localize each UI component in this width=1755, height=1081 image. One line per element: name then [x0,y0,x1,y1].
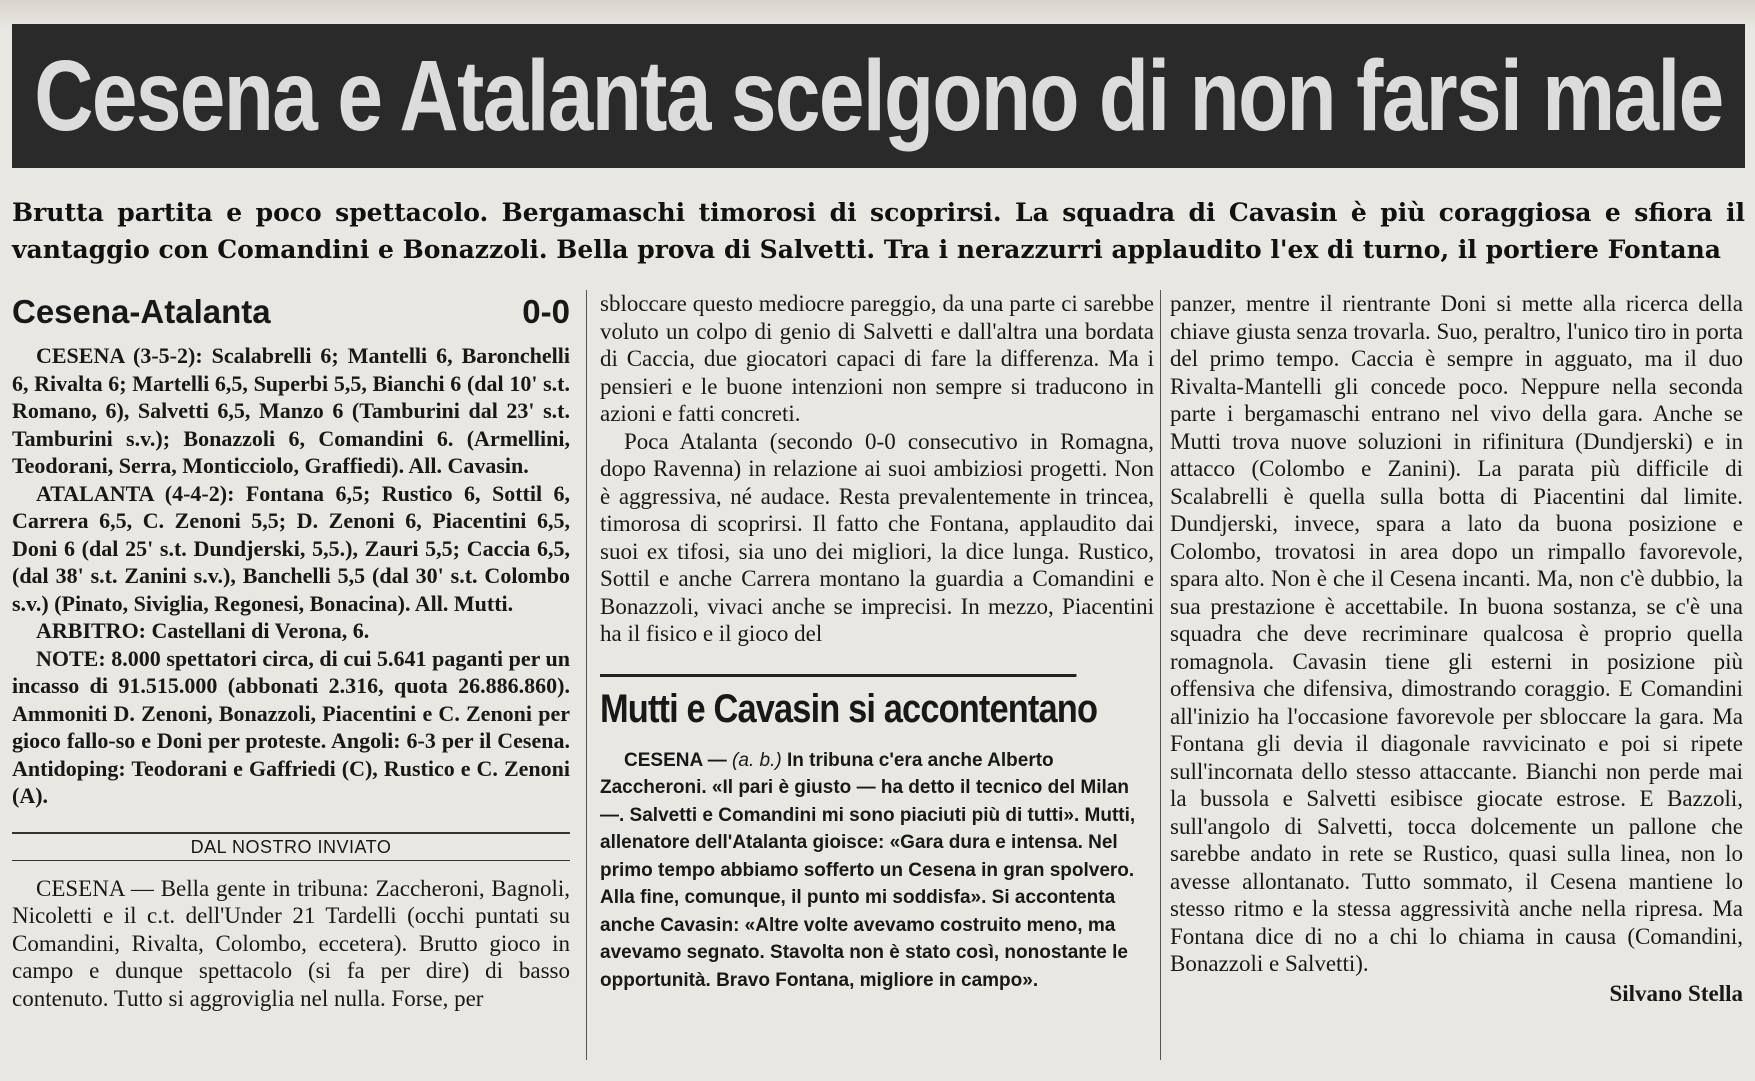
column-1 [12,290,570,1012]
body-paragraph: sbloccare questo mediocre pareggio, da una parte ci sarebbe voluto un colpo di genio di Salvetti e dall'altra una bordata di Caccia, due giocatori capaci di fare la differenza. Ma i pensieri e le buone intenzioni non sempre si traducono in azioni e fatti concreti. [600,291,1154,426]
byline: Silvano Stella [1609,980,1743,1006]
lead-paragraph: Brutta partita e poco spettacolo. Bergamaschi timorosi di scoprirsi. La squadra di Cavasin è più coraggiosa e sfiora il vantaggio con Comandini e Bonazzoli. Bella prova di Salvetti. Tra i nerazzurri applaudito l'ex di turno, il portiere Fontana [12,198,1745,264]
lineup-atalanta: ATALANTA (4-4-2): Fontana 6,5; Rustico 6, Sottil 6, Carrera 6,5, C. Zenoni 5,5; D. Zenoni 6, Piacentini 6,5, Doni 6 (dal 25' s.t. Dundjerski, 5,5.), Zauri 5,5; Caccia 6,5, (dal 38' s.t. Zanini s.v.), Banchelli 5,5 (dal 30' s.t. Colombo s.v.) (Pinato, Siviglia, Regonesi, Bonacina). All. Mutti. [12,480,570,616]
column-divider [586,290,587,1060]
match-notes: NOTE: 8.000 spettatori circa, di cui 5.641 paganti per un incasso di 91.515.000 (abbonati 2.316, quota 26.886.860). Ammoniti D. Zenoni, Bonazzoli, Piacentini e C. Zenoni per gioco fallo-so e Doni per proteste. Angoli: 6-3 per il Cesena. Antidoping: Teodorani e Gaffriedi (C), Rustico e C. Zenoni (A). [12,645,570,808]
referee: ARBITRO: Castellani di Verona, 6. [36,618,370,643]
body-paragraph: Poca Atalanta (secondo 0-0 consecutivo in Romagna, dopo Ravenna) in relazione ai suoi ambiziosi progetti. Non è aggressiva, né audace. Resta prevalentemente in trincea, timorosa di scoprirsi. Il fatto che Fontana, applaudito dai suoi ex tifosi, sia uno dei migliori, la dice lunga. Rustico, Sottil e anche Carrera montano la guardia a Comandini e Bonazzoli, vivaci anche se imprecisi. In mezzo, Piacentini ha il fisico e il gioco del [600,428,1154,646]
body-paragraph: panzer, mentre il rientrante Doni si mette alla ricerca della chiave giusta senza trovarla. Suo, peraltro, l'unico tiro in porta del primo tempo. Caccia è sempre in agguato, ma il duo Rivalta-Mantelli gli concede poco. Neppure nella seconda parte i bergamaschi entrano nel vivo della gara. Anche se Mutti trova nuove soluzioni in rifinitura (Dundjerski) e in attacco (Colombo e Zanini). La parata più difficile di Scalabrelli è quella sulla botta di Piacentini dal limite. Dundjerski, invece, spara a lato da buona posizione e Colombo, trovatosi in area dopo un rimpallo favorevole, spara alto. Non è che il Cesena incanti. Ma, non c'è dubbio, la sua prestazione è accettabile. In buona sostanza, se c'è una squadra che deve recriminare qualcosa è proprio quella romagnola. Cavasin tiene gli esterni in posizione più offensiva che difensiva, dimostrando coraggio. E Comandini all'inizio ha l'occasione favorevole per sbloccare la gara. Ma Fontana gli devia il diagonale ravvicinato e poi si ripete sull'incornata dello stesso attaccante. Bianchi non perde mai la bussola e Salvetti esibisce giocate estrose. E Bazzoli, sull'angolo di Salvetti, tocca dolcemente un pallone che sarebbe andato in rete se Rustico, quasi sulla linea, non lo avesse allontanato. Tutto sommato, il Cesena mantiene lo stesso ritmo e la stessa aggressività anche nella ripresa. Ma Fontana dice di no a chi lo chiama in causa (Comandini, Bonazzoli e Salvetti). [1170,291,1743,976]
match-teams: Cesena-Atalanta [12,293,271,330]
interview-text: In tribuna c'era anche Alberto Zaccheroni. «Il pari è giusto — ha detto il tecnico del Milan —. Salvetti e Comandini mi sono piaciuti più di tutti». Mutti, allenatore dell'Atalanta gioisce: «Gara dura e intensa. Nel primo tempo abbiamo sofferto un Cesena in gran spolvero. Alla fine, comunque, il punto mi soddisfa». Si accontenta anche Cavasin: «Altre volte avevamo costruito meno, ma avevamo segnato. Stavolta non è stato così, nonostante le opportunità. Bravo Fontana, migliore in campo». [600,749,1136,991]
column-3 [1170,290,1743,1007]
body-paragraph: CESENA — Bella gente in tribuna: Zaccheroni, Bagnoli, Nicoletti e il c.t. dell'Under 21 Tardelli (occhi puntati su Comandini, Rivalta, Colombo, eccetera). Brutto gioco in campo e dunque spettacolo (si fa per dire) di basso contenuto. Tutto si aggroviglia nel nulla. Forse, per [12,875,570,1011]
column-2 [600,290,1154,994]
match-title [12,290,570,334]
interview-dateline: CESENA — [624,749,727,771]
subheadline: Mutti e Cavasin si accontentano [600,674,1076,733]
interview-credit: (a. b.) [732,749,782,771]
headline: Cesena e Atalanta scelgono di non farsi male [34,40,1723,152]
match-score: 0-0 [522,293,570,330]
interview-box [600,747,1154,995]
lineup-cesena: CESENA (3-5-2): Scalabrelli 6; Mantelli 6, Baronchelli 6, Rivalta 6; Martelli 6,5, Superbi 5,5, Bianchi 6 (dal 10' s.t. Romano, 6), Salvetti 6,5, Manzo 6 (Tamburini dal 23' s.t. Tamburini s.v.); Bonazzoli 6, Comandini 6. (Armellini, Teodorani, Serra, Monticciolo, Graffiedi). All. Cavasin. [12,343,570,478]
correspondent-label: DAL NOSTRO INVIATO [12,832,570,861]
headline-banner [12,24,1745,168]
column-divider [1160,290,1161,1060]
